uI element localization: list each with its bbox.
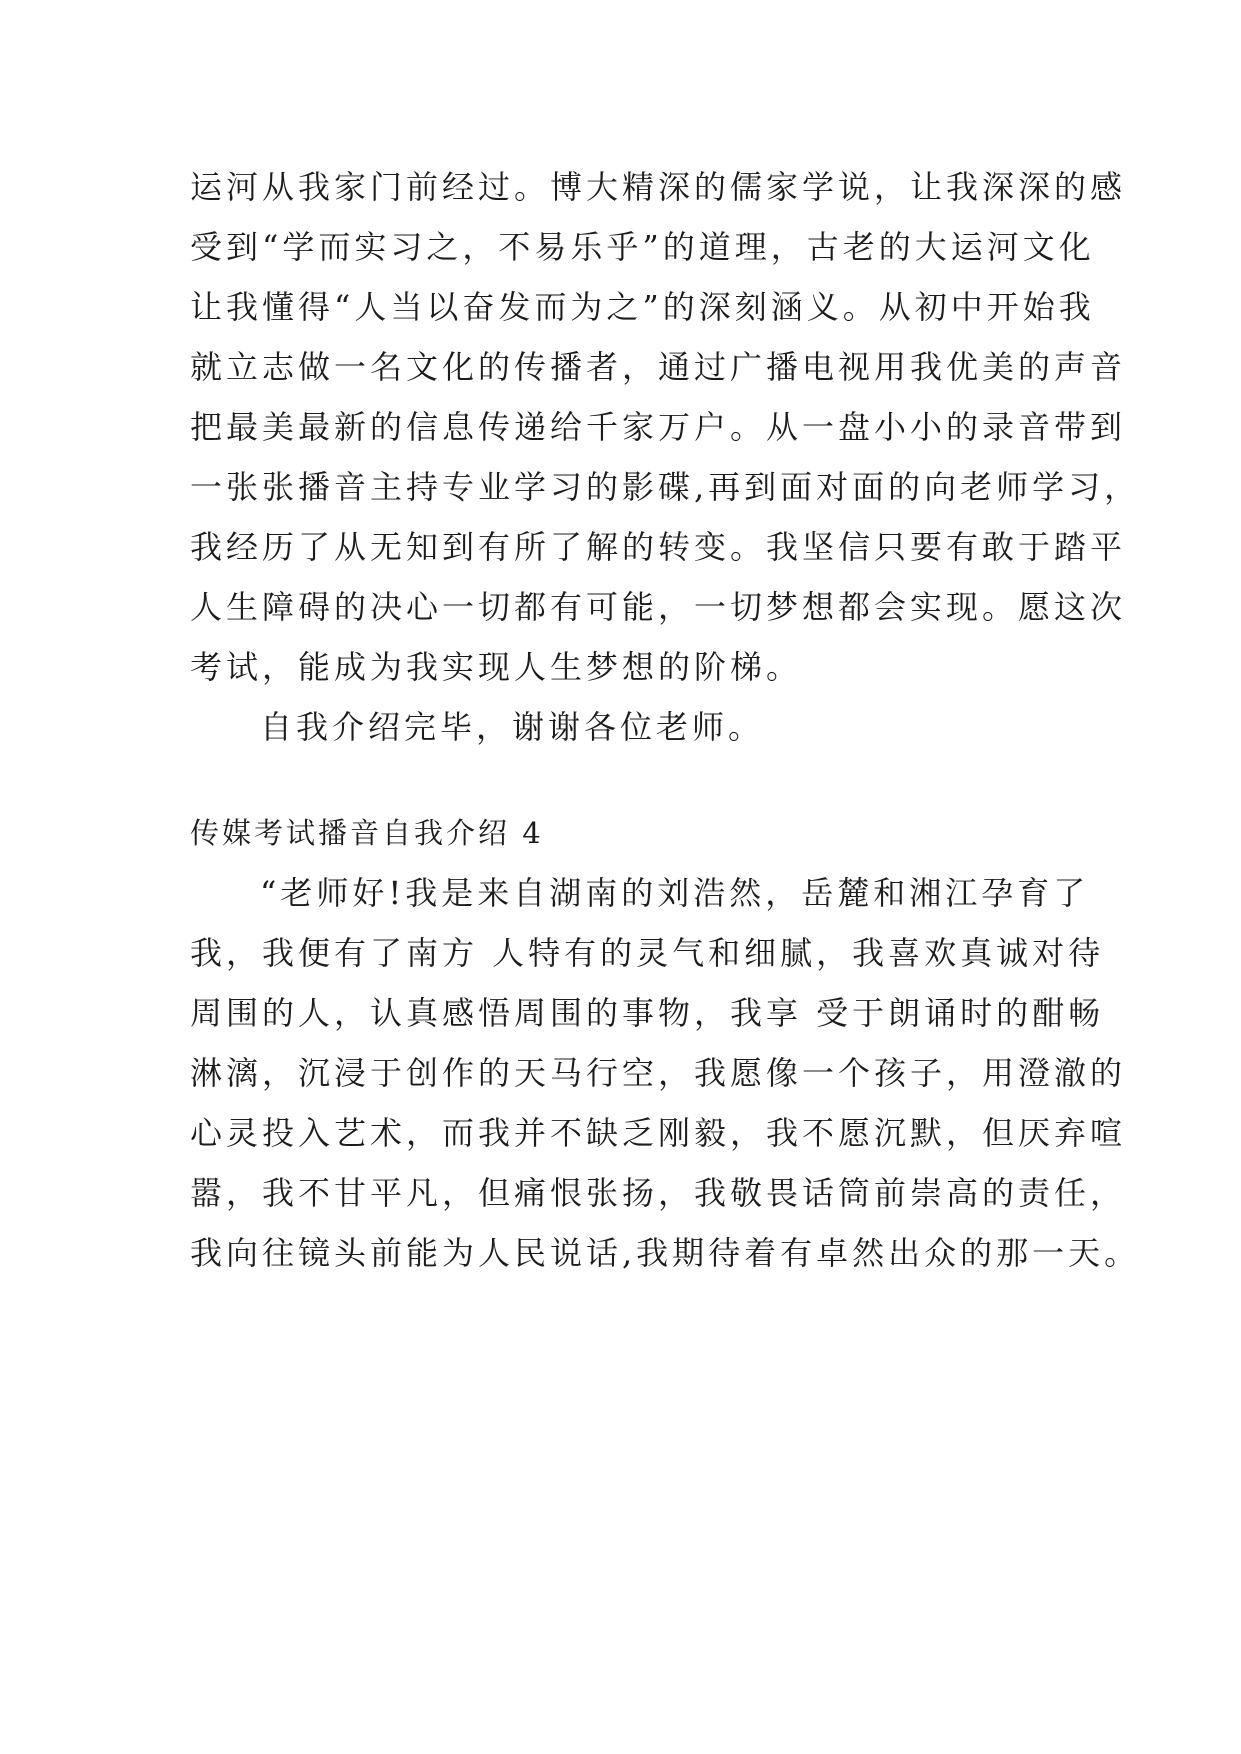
paragraph-line: 考试，能成为我实现人生梦想的阶梯。 — [190, 648, 803, 686]
paragraph-line: 心灵投入艺术，而我并不缺乏刚毅，我不愿沉默，但厌弃喧 — [190, 1114, 1127, 1152]
paragraph-line: 嚣，我不甘平凡，但痛恨张扬，我敬畏话筒前崇高的责任， — [190, 1174, 1127, 1212]
paragraph-line: 淋漓，沉浸于创作的天马行空，我愿像一个孩子，用澄澈的 — [190, 1054, 1127, 1092]
paragraph-line: 我，我便有了南方 人特有的灵气和细腻，我喜欢真诚对待 — [190, 934, 1105, 972]
paragraph-line: “老师好!我是来自湖南的刘浩然，岳麓和湘江孕育了 — [260, 874, 1090, 912]
paragraph-line: 就立志做一名文化的传播者，通过广播电视用我优美的声音 — [190, 348, 1127, 386]
paragraph-2 — [190, 863, 1141, 1283]
paragraph-line: 让我懂得“人当以奋发而为之”的深刻涵义。从初中开始我 — [190, 288, 1095, 326]
paragraph-line: 周围的人，认真感悟周围的事物，我享 受于朗诵时的酣畅 — [190, 994, 1105, 1032]
paragraph-line: 受到“学而实习之，不易乐乎”的道理，古老的大运河文化 — [190, 228, 1095, 266]
paragraph-line: 把最美最新的信息传递给千家万户。从一盘小小的录音带到 — [190, 408, 1127, 446]
paragraph-line: 人生障碍的决心一切都有可能，一切梦想都会实现。愿这次 — [190, 588, 1127, 626]
paragraph-line: 我经历了从无知到有所了解的转变。我坚信只要有敢于踏平 — [190, 528, 1127, 566]
section-heading: 传媒考试播音自我介绍 4 — [190, 816, 544, 850]
paragraph-line: 一张张播音主持专业学习的影碟,再到面对面的向老师学习， — [190, 468, 1141, 506]
paragraph-line: 我向往镜头前能为人民说话,我期待着有卓然出众的那一天。 — [190, 1234, 1141, 1272]
paragraph-1 — [190, 157, 1141, 697]
closing-line: 自我介绍完毕，谢谢各位老师。 — [260, 708, 765, 746]
paragraph-line: 运河从我家门前经过。博大精深的儒家学说，让我深深的感 — [190, 168, 1127, 206]
